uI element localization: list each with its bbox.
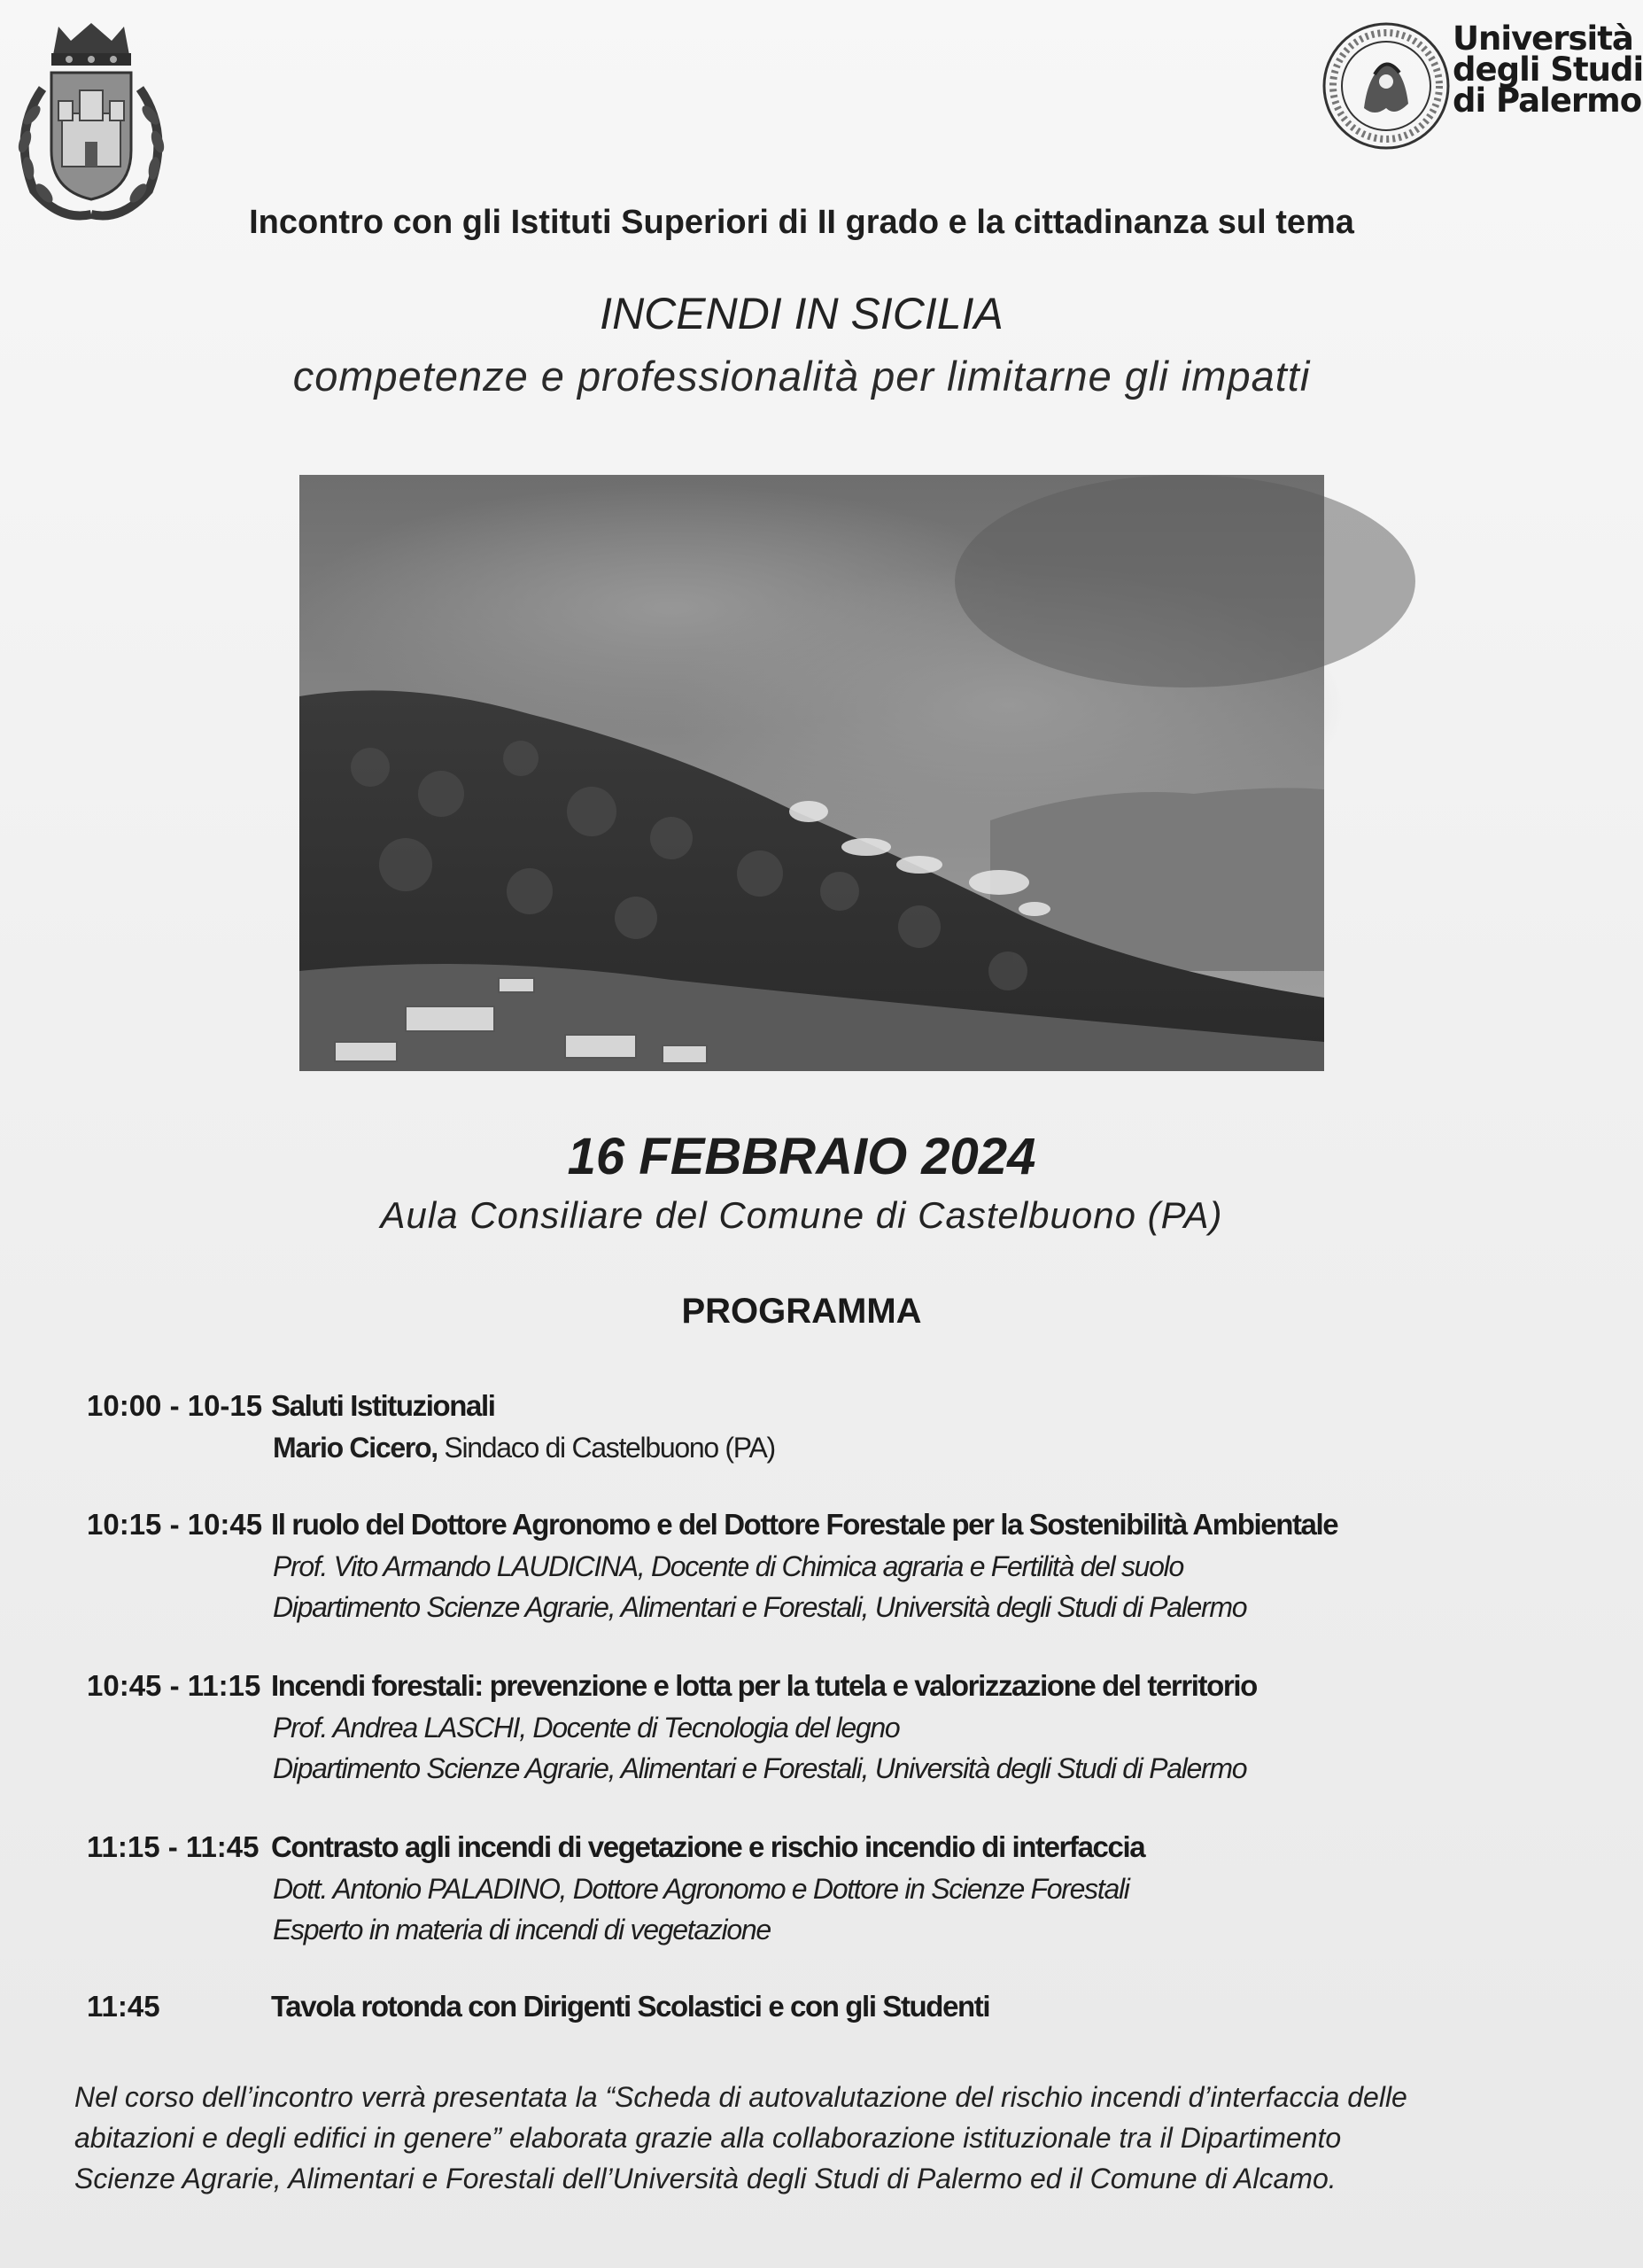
programme-speaker — [273, 1432, 775, 1464]
university-name-line: di Palermo — [1453, 82, 1642, 120]
footnote-line: abitazioni e degli edifici in genere” elaborata grazie alla collaborazione istituzionale tra il Dipartimento — [74, 2122, 1342, 2154]
programme-time: 10:45 - 11:15 — [87, 1669, 261, 1702]
programme-heading: PROGRAMMA — [681, 1292, 922, 1331]
event-date: 16 FEBBRAIO 2024 — [567, 1128, 1036, 1185]
footnote — [74, 2077, 1580, 2199]
university-name-line: Università — [1453, 19, 1633, 58]
event-venue: Aula Consiliare del Comune di Castelbuono (PA) — [380, 1194, 1223, 1236]
programme-speaker: Prof. Andrea LASCHI, Docente di Tecnologia del legno — [273, 1712, 900, 1744]
programme-title: Il ruolo del Dottore Agronomo e del Dottore Forestale per la Sostenibilità Ambientale — [271, 1508, 1338, 1541]
university-seal-logo — [1320, 19, 1453, 152]
programme-time: 10:15 - 10:45 — [87, 1508, 263, 1541]
programme-title: Contrasto agli incendi di vegetazione e rischio incendio di interfaccia — [271, 1830, 1145, 1863]
university-name-logo — [1453, 19, 1643, 120]
programme-affiliation: Esperto in materia di incendi di vegetazione — [273, 1914, 771, 1946]
speaker-name: Mario Cicero, — [273, 1432, 438, 1464]
programme-title: Saluti Istituzionali — [271, 1389, 495, 1422]
programme-time: 11:15 - 11:45 — [87, 1830, 260, 1863]
programme-title: Incendi forestali: prevenzione e lotta per la tutela e valorizzazione del territorio — [271, 1669, 1257, 1702]
footnote-line: Scienze Agrarie, Alimentari e Forestali dell’Università degli Studi di Palermo ed il Comune di Alcamo. — [74, 2163, 1337, 2194]
event-subtitle: competenze e professionalità per limitarne gli impatti — [292, 353, 1311, 400]
speaker-role: Sindaco di Castelbuono (PA) — [437, 1432, 775, 1464]
programme-speaker: Prof. Vito Armando LAUDICINA, Docente di Chimica agraria e Fertilità del suolo — [273, 1550, 1183, 1582]
intro-text: Incontro con gli Istituti Superiori di II grado e la cittadinanza sul tema — [249, 204, 1354, 241]
footnote-line: Nel corso dell’incontro verrà presentata la “Scheda di autovalutazione del rischio incendi d’interfaccia delle — [74, 2081, 1407, 2113]
programme-time: 11:45 — [87, 1990, 160, 2023]
municipal-crest-logo — [7, 18, 175, 226]
event-title: INCENDI IN SICILIA — [600, 289, 1004, 338]
programme-time: 10:00 - 10-15 — [87, 1389, 263, 1422]
wildfire-hillside-photo — [299, 475, 1324, 1071]
programme-affiliation: Dipartimento Scienze Agrarie, Alimentari e Forestali, Università degli Studi di Palermo — [273, 1591, 1247, 1623]
programme-title: Tavola rotonda con Dirigenti Scolastici e con gli Studenti — [271, 1990, 990, 2023]
university-name-line: degli Studi — [1453, 50, 1643, 89]
programme-affiliation: Dipartimento Scienze Agrarie, Alimentari e Forestali, Università degli Studi di Palermo — [273, 1752, 1247, 1784]
programme-speaker: Dott. Antonio PALADINO, Dottore Agronomo e Dottore in Scienze Forestali — [273, 1873, 1129, 1905]
